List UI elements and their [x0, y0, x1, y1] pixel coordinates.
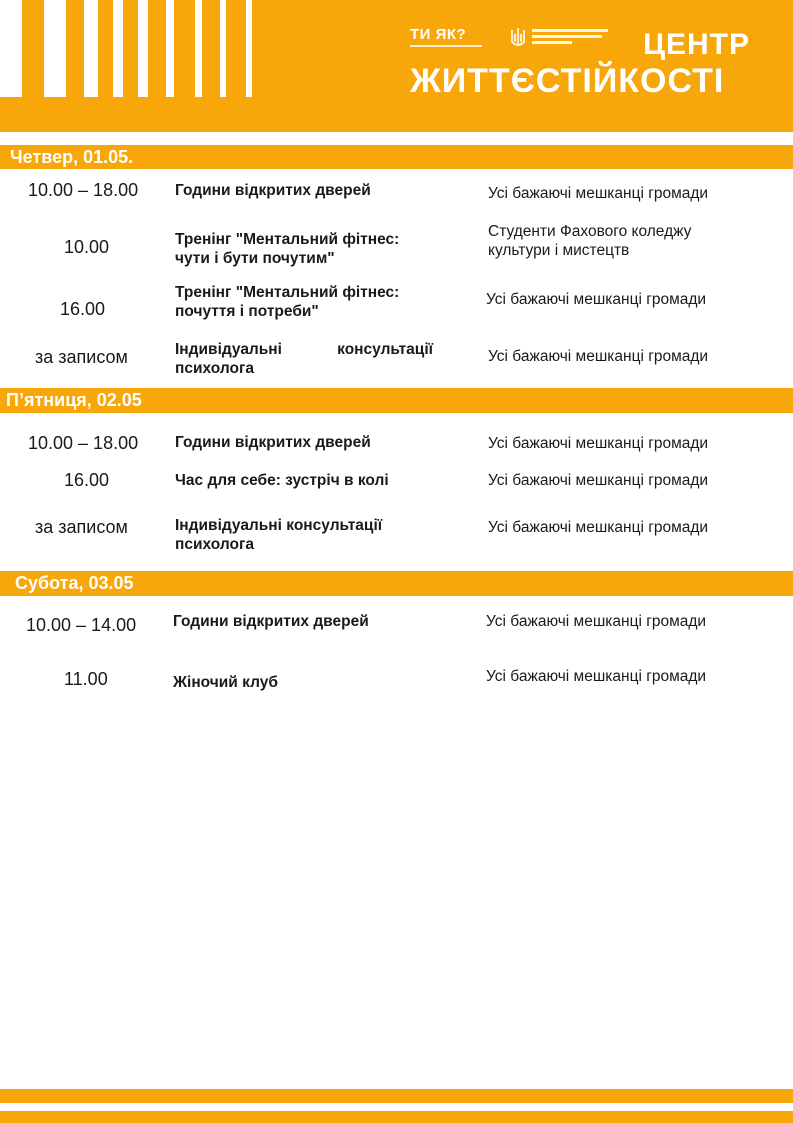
title-line-2: ЖИТТЄСТІЙКОСТІ [410, 62, 725, 100]
event-time: за записом [35, 347, 128, 367]
event-audience: Усі бажаючі мешканці громади [488, 348, 709, 365]
event-audience: Усі бажаючі мешканці громади [486, 668, 707, 685]
event-audience: Усі бажаючі мешканці громади [486, 291, 707, 308]
event-time: 10.00 – 18.00 [28, 180, 139, 200]
tiyak-logo [410, 26, 480, 50]
event-audience: Усі бажаючі мешканці громади [488, 519, 709, 536]
day-label: Четвер, 01.05. [10, 147, 134, 167]
event-audience: Усі бажаючі мешканці громади [486, 613, 707, 630]
event-time: за записом [35, 517, 128, 537]
ministry-logo [510, 26, 610, 52]
footer-stripe [0, 1111, 793, 1123]
title-line-1: ЦЕНТР [643, 28, 750, 61]
decorative-stripe [44, 0, 66, 97]
event-time: 10.00 – 14.00 [26, 615, 137, 635]
event-title: Індивідуальні консультації психолога [175, 517, 383, 553]
event-title: Жіночий клуб [173, 674, 278, 691]
event-time: 11.00 [64, 669, 108, 689]
event-audience: Усі бажаючі мешканці громади [488, 472, 709, 489]
decorative-stripe [195, 0, 202, 97]
decorative-stripe [246, 0, 252, 97]
event-audience: Усі бажаючі мешканці громади [488, 185, 709, 202]
event-audience: Студенти Фахового коледжу культури і мистецтв [488, 223, 692, 259]
day-label: П’ятниця, 02.05 [6, 390, 142, 410]
event-time: 16.00 [60, 299, 106, 319]
decorative-stripe [0, 0, 22, 97]
event-time: 10.00 – 18.00 [28, 433, 139, 453]
event-title: Тренінг "Ментальний фітнес: почуття і потреби" [175, 284, 400, 320]
trident-icon [510, 28, 526, 50]
day-header [0, 571, 793, 596]
decorative-stripe [166, 0, 174, 97]
day-label: Субота, 03.05 [15, 573, 134, 593]
event-time: 10.00 [64, 237, 110, 257]
event-title: Години відкритих дверей [175, 434, 371, 451]
day-header [0, 145, 793, 169]
header-banner [0, 0, 793, 132]
day-header [0, 388, 793, 413]
decorative-stripe [113, 0, 123, 97]
decorative-stripe [220, 0, 226, 97]
footer-stripe [0, 1089, 793, 1103]
event-time: 16.00 [64, 470, 110, 490]
tiyak-logo-text: ТИ ЯК? [410, 26, 467, 43]
event-title: Години відкритих дверей [175, 182, 371, 199]
event-title: Тренінг "Ментальний фітнес: чути і бути почутим" [175, 231, 400, 267]
decorative-stripe [138, 0, 148, 97]
event-audience: Усі бажаючі мешканці громади [488, 435, 709, 452]
decorative-stripe [84, 0, 98, 97]
event-title: Години відкритих дверей [173, 613, 369, 630]
event-title: Індивідуальні консультації психолога [175, 341, 433, 377]
event-title: Час для себе: зустріч в колі [175, 472, 389, 489]
